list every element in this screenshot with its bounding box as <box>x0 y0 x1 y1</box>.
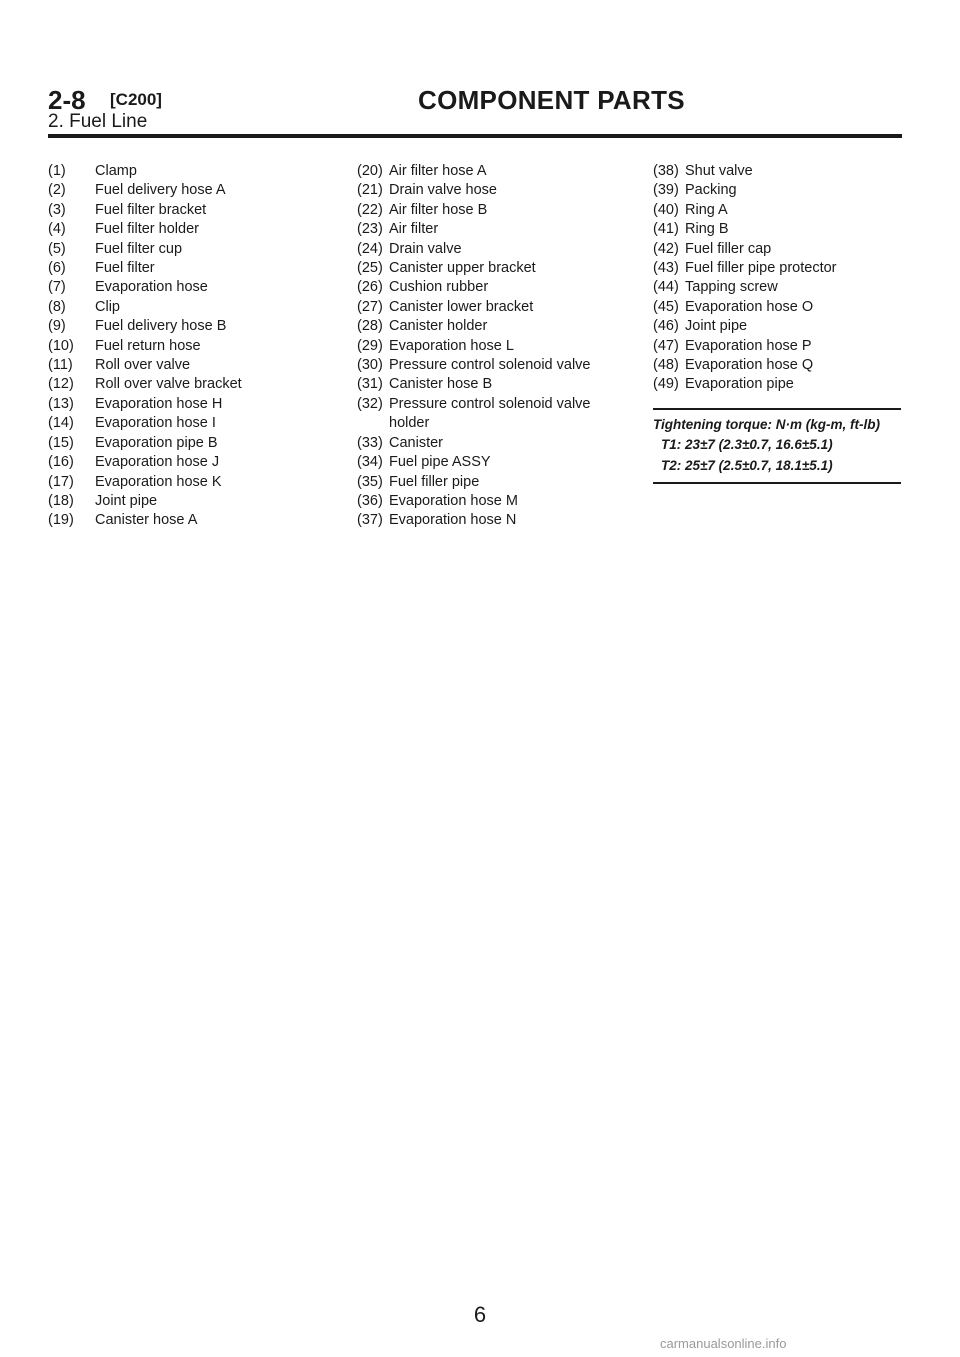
part-name: Evaporation hose O <box>685 298 814 315</box>
part-name: Evaporation hose I <box>95 415 216 432</box>
torque-value-t1: T1: 23±7 (2.3±0.7, 16.6±5.1) <box>661 437 833 452</box>
part-name: Canister holder <box>389 318 488 335</box>
part-name: Drain valve hose <box>389 182 497 199</box>
part-name: Evaporation hose N <box>389 512 517 529</box>
part-name: Clip <box>95 298 120 315</box>
part-name: Shut valve <box>685 163 753 179</box>
part-item <box>48 278 338 297</box>
part-item <box>357 337 647 356</box>
part-number: (19) <box>48 512 74 529</box>
part-name: Joint pipe <box>685 318 748 335</box>
part-item <box>357 298 647 317</box>
part-number: (39) <box>653 182 679 199</box>
page-number: 6 <box>473 1302 487 1327</box>
part-number: (28) <box>357 318 383 335</box>
section-code: [C200] <box>110 90 162 109</box>
part-item <box>357 259 647 278</box>
part-name: Evaporation pipe <box>685 376 794 393</box>
part-item <box>357 317 647 336</box>
part-item <box>357 356 647 375</box>
part-name: Fuel filter cup <box>95 240 183 257</box>
part-item <box>48 492 338 511</box>
part-name: Clamp <box>95 163 137 179</box>
part-number: (38) <box>653 163 679 179</box>
part-number: (49) <box>653 376 679 393</box>
part-number: (32) <box>357 395 383 412</box>
part-name: Ring B <box>685 221 729 238</box>
part-name: Pressure control solenoid valve holder <box>389 395 591 432</box>
part-item <box>48 259 338 278</box>
part-number: (22) <box>357 201 383 218</box>
part-number: (34) <box>357 454 383 471</box>
part-name: Canister lower bracket <box>389 298 534 315</box>
part-name: Fuel filler cap <box>685 240 772 257</box>
part-number: (13) <box>48 395 74 412</box>
part-number: (6) <box>48 260 66 277</box>
part-number: (20) <box>357 163 383 179</box>
part-name: Evaporation hose P <box>685 337 812 354</box>
page-header <box>48 86 902 138</box>
part-name: Roll over valve <box>95 357 191 374</box>
part-item <box>653 220 903 239</box>
part-name: Fuel filler pipe <box>389 473 480 490</box>
part-number: (41) <box>653 221 679 238</box>
part-item <box>48 473 338 492</box>
part-number: (16) <box>48 454 74 471</box>
part-number: (26) <box>357 279 383 296</box>
part-number: (18) <box>48 492 74 509</box>
part-item <box>48 453 338 472</box>
part-name: Fuel filter <box>95 260 155 277</box>
part-name: Air filter hose A <box>389 163 487 179</box>
part-item <box>48 375 338 394</box>
part-item <box>653 337 903 356</box>
part-name: Evaporation hose K <box>95 473 222 490</box>
part-name: Joint pipe <box>95 492 158 509</box>
part-item <box>653 298 903 317</box>
page-subtitle: 2. Fuel Line <box>48 111 148 132</box>
part-number: (24) <box>357 240 383 257</box>
part-item <box>653 375 903 394</box>
part-name: Canister hose B <box>389 376 493 393</box>
parts-column-2 <box>357 162 647 531</box>
part-item <box>48 317 338 336</box>
part-name: Air filter <box>389 221 439 238</box>
part-number: (7) <box>48 279 66 296</box>
part-item <box>357 278 647 297</box>
parts-column-3 <box>653 162 903 395</box>
part-item <box>357 395 647 434</box>
part-item <box>357 375 647 394</box>
part-name: Fuel delivery hose B <box>95 318 227 335</box>
part-number: (1) <box>48 163 66 179</box>
part-name: Air filter hose B <box>389 201 488 218</box>
part-name: Fuel pipe ASSY <box>389 454 491 471</box>
part-number: (37) <box>357 512 383 529</box>
part-name: Drain valve <box>389 240 462 257</box>
part-name: Cushion rubber <box>389 279 489 296</box>
part-name: Ring A <box>685 201 728 218</box>
part-item <box>48 356 338 375</box>
part-item <box>357 181 647 200</box>
part-number: (47) <box>653 337 679 354</box>
part-number: (17) <box>48 473 74 490</box>
part-item <box>653 181 903 200</box>
part-item <box>653 162 903 181</box>
part-name: Fuel delivery hose A <box>95 182 226 199</box>
part-number: (10) <box>48 337 74 354</box>
part-item <box>48 414 338 433</box>
part-item <box>653 240 903 259</box>
part-name: Tapping screw <box>685 279 778 296</box>
part-item <box>48 434 338 453</box>
part-number: (25) <box>357 260 383 277</box>
part-name: Canister <box>389 434 443 451</box>
part-number: (45) <box>653 298 679 315</box>
part-number: (14) <box>48 415 74 432</box>
part-number: (30) <box>357 357 383 374</box>
part-name: Packing <box>685 182 737 199</box>
part-item <box>357 220 647 239</box>
part-item <box>357 162 647 181</box>
part-item <box>357 453 647 472</box>
part-item <box>48 201 338 220</box>
part-name: Evaporation hose <box>95 279 208 296</box>
part-number: (15) <box>48 434 74 451</box>
part-number: (27) <box>357 298 383 315</box>
part-number: (42) <box>653 240 679 257</box>
part-item <box>48 240 338 259</box>
torque-box <box>653 408 901 484</box>
part-number: (31) <box>357 376 383 393</box>
torque-heading: Tightening torque: N·m (kg-m, ft-lb) <box>653 417 880 432</box>
part-name: Evaporation pipe B <box>95 434 218 451</box>
part-number: (12) <box>48 376 74 393</box>
header-rule <box>48 134 902 138</box>
part-item <box>653 259 903 278</box>
part-item <box>357 511 647 530</box>
part-number: (5) <box>48 240 66 257</box>
part-number: (8) <box>48 298 66 315</box>
part-number: (9) <box>48 318 66 335</box>
part-item <box>653 356 903 375</box>
part-name: Evaporation hose M <box>389 492 518 509</box>
part-number: (11) <box>48 357 73 374</box>
part-item <box>48 298 338 317</box>
part-name: Pressure control solenoid valve <box>389 357 591 374</box>
part-number: (40) <box>653 201 679 218</box>
part-name: Evaporation hose Q <box>685 357 814 374</box>
part-number: (23) <box>357 221 383 238</box>
part-item <box>357 473 647 492</box>
part-number: (4) <box>48 221 66 238</box>
part-item <box>653 201 903 220</box>
part-number: (29) <box>357 337 383 354</box>
part-number: (48) <box>653 357 679 374</box>
part-item <box>48 162 338 181</box>
part-name: Evaporation hose L <box>389 337 514 354</box>
part-number: (44) <box>653 279 679 296</box>
parts-column-1 <box>48 162 338 531</box>
torque-bottom-rule <box>653 482 901 484</box>
part-item <box>48 395 338 414</box>
part-number: (36) <box>357 492 383 509</box>
part-number: (46) <box>653 318 679 335</box>
part-item <box>357 492 647 511</box>
part-number: (43) <box>653 260 679 277</box>
watermark: carmanualsonline.info <box>660 1336 787 1351</box>
part-name: Evaporation hose J <box>95 454 220 471</box>
section-number: 2-8 <box>48 85 86 115</box>
part-number: (35) <box>357 473 383 490</box>
part-name: Canister hose A <box>95 512 198 529</box>
part-name: Roll over valve bracket <box>95 376 242 393</box>
part-item <box>357 240 647 259</box>
part-item <box>48 181 338 200</box>
part-number: (33) <box>357 434 383 451</box>
part-name: Fuel filler pipe protector <box>685 260 837 277</box>
part-number: (2) <box>48 182 66 199</box>
part-number: (21) <box>357 182 383 199</box>
part-item <box>653 278 903 297</box>
part-item <box>357 434 647 453</box>
part-name: Fuel return hose <box>95 337 201 354</box>
part-name: Fuel filter holder <box>95 221 199 238</box>
part-item <box>653 317 903 336</box>
page-title: COMPONENT PARTS <box>418 85 685 115</box>
part-item <box>48 220 338 239</box>
torque-top-rule <box>653 408 901 410</box>
part-item <box>48 511 338 530</box>
part-number: (3) <box>48 201 66 218</box>
part-item <box>357 201 647 220</box>
torque-value-t2: T2: 25±7 (2.5±0.7, 18.1±5.1) <box>661 458 833 473</box>
part-name: Canister upper bracket <box>389 260 536 277</box>
part-item <box>48 337 338 356</box>
part-name: Evaporation hose H <box>95 395 223 412</box>
part-name: Fuel filter bracket <box>95 201 207 218</box>
